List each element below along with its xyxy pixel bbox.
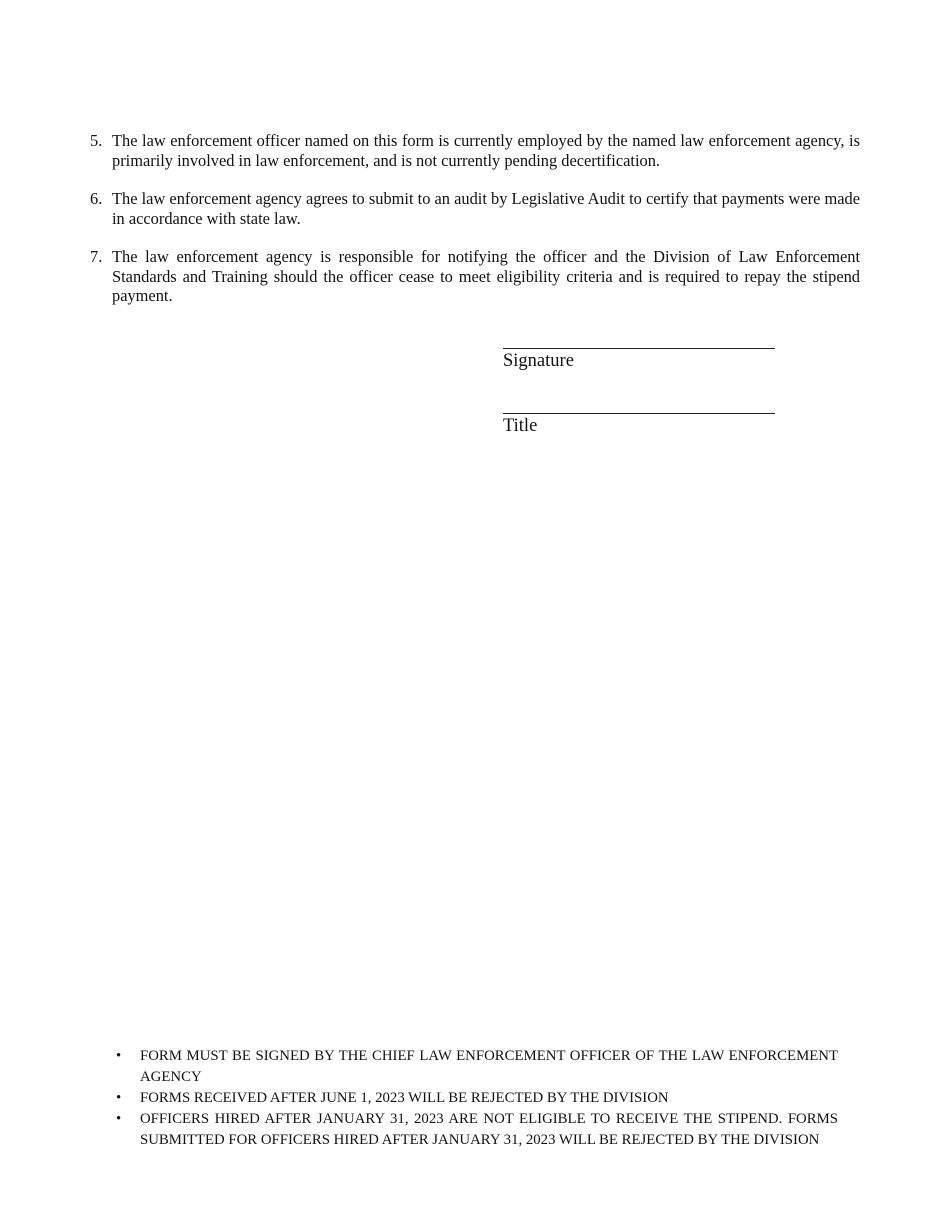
bullet-icon: • xyxy=(116,1089,122,1106)
note-text: FORM MUST BE SIGNED BY THE CHIEF LAW ENFORCEMENT OFFICER OF THE LAW ENFORCEMENT AGENCY xyxy=(140,1048,838,1085)
signature-line[interactable] xyxy=(503,330,775,349)
note-item xyxy=(114,1046,838,1088)
clause-item xyxy=(88,247,860,306)
clause-number: 5. xyxy=(90,131,103,150)
submission-notes xyxy=(114,1046,838,1151)
signature-label: Signature xyxy=(503,351,574,371)
note-text: OFFICERS HIRED AFTER JANUARY 31, 2023 ARE NOT ELIGIBLE TO RECEIVE THE STIPEND. FORMS SUBMITTED FOR OFFICERS HIRED AFTER JANUARY 31, 2023 WILL BE REJECTED BY THE DIVISION xyxy=(140,1110,838,1148)
signature-block xyxy=(503,330,775,372)
note-item xyxy=(114,1088,838,1109)
bullet-icon: • xyxy=(116,1048,122,1064)
certification-clauses xyxy=(88,131,860,324)
title-block xyxy=(503,395,775,437)
bullet-icon: • xyxy=(116,1110,122,1127)
note-text: FORMS RECEIVED AFTER JUNE 1, 2023 WILL BE REJECTED BY THE DIVISION xyxy=(140,1089,669,1106)
clause-item xyxy=(88,189,860,228)
clause-text: The law enforcement agency agrees to submit to an audit by Legislative Audit to certify that payments were made in accordance with state law. xyxy=(112,188,860,228)
note-item xyxy=(114,1109,838,1151)
clause-item xyxy=(88,131,860,170)
clause-text: The law enforcement agency is responsible for notifying the officer and the Division of Law Enforcement Standards and Training should the officer cease to meet eligibility criteria and is required to repay the stipend payment. xyxy=(112,246,860,306)
title-line[interactable] xyxy=(503,395,775,414)
clause-number: 7. xyxy=(90,246,103,266)
clause-text: The law enforcement officer named on this form is currently employed by the named law enforcement agency, is primarily involved in law enforcement, and is not currently pending decertification. xyxy=(112,131,860,170)
title-label: Title xyxy=(503,416,538,436)
clause-number: 6. xyxy=(90,188,103,208)
